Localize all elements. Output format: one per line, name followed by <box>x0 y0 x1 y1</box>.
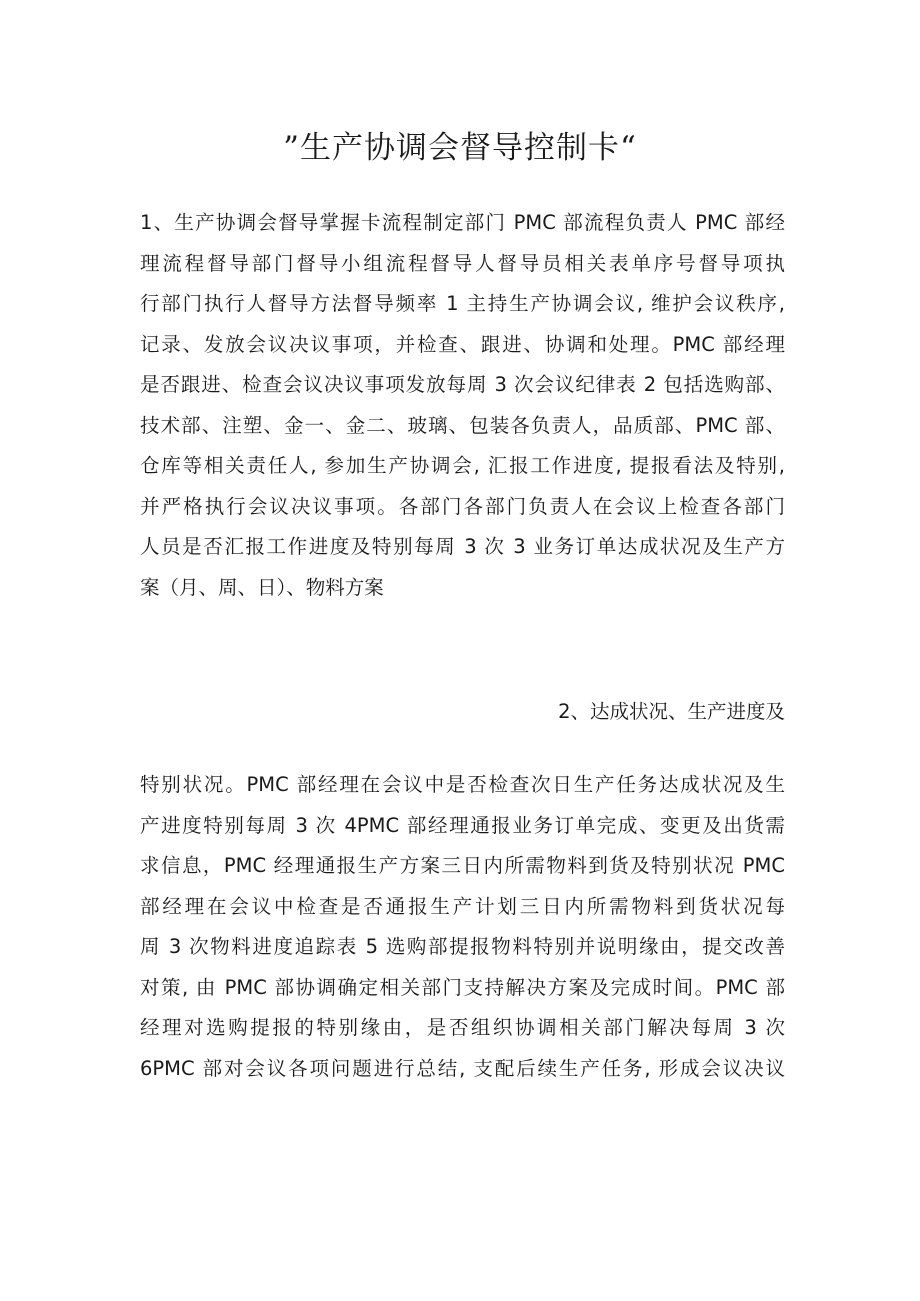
paragraph-3 <box>140 765 785 1089</box>
paragraph-line: 对策, 由 PMC 部协调确定相关部门支持解决方案及完成时间。PMC 部 <box>140 975 785 999</box>
paragraph-line: 案（月、周、日）、物料方案 <box>140 575 384 599</box>
paragraph-line: 特别状况。PMC 部经理在会议中是否检查次日生产任务达成状况及生 <box>140 773 785 796</box>
paragraph-1 <box>140 203 785 608</box>
paragraph-line: 2、达成状况、生产进度及 <box>558 700 785 723</box>
paragraph-line: 经理对选购提报的特别缘由，是否组织协调相关部门解决每周 3 次 <box>140 1016 785 1039</box>
paragraph-line: 人员是否汇报工作进度及特别每周 3 次 3 业务订单达成状况及生产方 <box>140 535 785 558</box>
document-title: ”生产协调会督导控制卡“ <box>283 130 637 166</box>
paragraph-line: 是否跟进、检查会议决议事项发放每周 3 次会议纪律表 2 包括选购部、 <box>140 373 785 396</box>
paragraph-line: 技术部、注塑、金一、金二、玻璃、包装各负责人，品质部、PMC 部、 <box>140 413 785 437</box>
paragraph-line: 6PMC 部对会议各项问题进行总结, 支配后续生产任务, 形成会议决议 <box>140 1056 785 1080</box>
paragraph-line: 周 3 次物料进度追踪表 5 选购部提报物料特别并说明缘由，提交改善 <box>140 935 785 958</box>
paragraph-line: 并严格执行会议决议事项。各部门各部门负责人在会议上检查各部门 <box>140 494 785 518</box>
paragraph-line: 求信息，PMC 经理通报生产方案三日内所需物料到货及特别状况 PMC <box>140 854 785 877</box>
paragraph-line: 仓库等相关责任人, 参加生产协调会, 汇报工作进度, 提报看法及特别, <box>140 454 785 477</box>
paragraph-line: 1、生产协调会督导掌握卡流程制定部门 PMC 部流程负责人 PMC 部经 <box>140 211 785 234</box>
paragraph-2 <box>140 692 785 733</box>
paragraph-line: 产进度特别每周 3 次 4PMC 部经理通报业务订单完成、变更及出货需 <box>140 813 785 837</box>
paragraph-line: 理流程督导部门督导小组流程督导人督导员相关表单序号督导项执 <box>140 251 785 275</box>
paragraph-line: 记录、发放会议决议事项，并检查、跟进、协调和处理。PMC 部经理 <box>140 332 785 356</box>
paragraph-line: 部经理在会议中检查是否通报生产计划三日内所需物料到货状况每 <box>140 894 785 918</box>
paragraph-line: 行部门执行人督导方法督导频率 1 主持生产协调会议, 维护会议秩序, <box>140 292 785 315</box>
